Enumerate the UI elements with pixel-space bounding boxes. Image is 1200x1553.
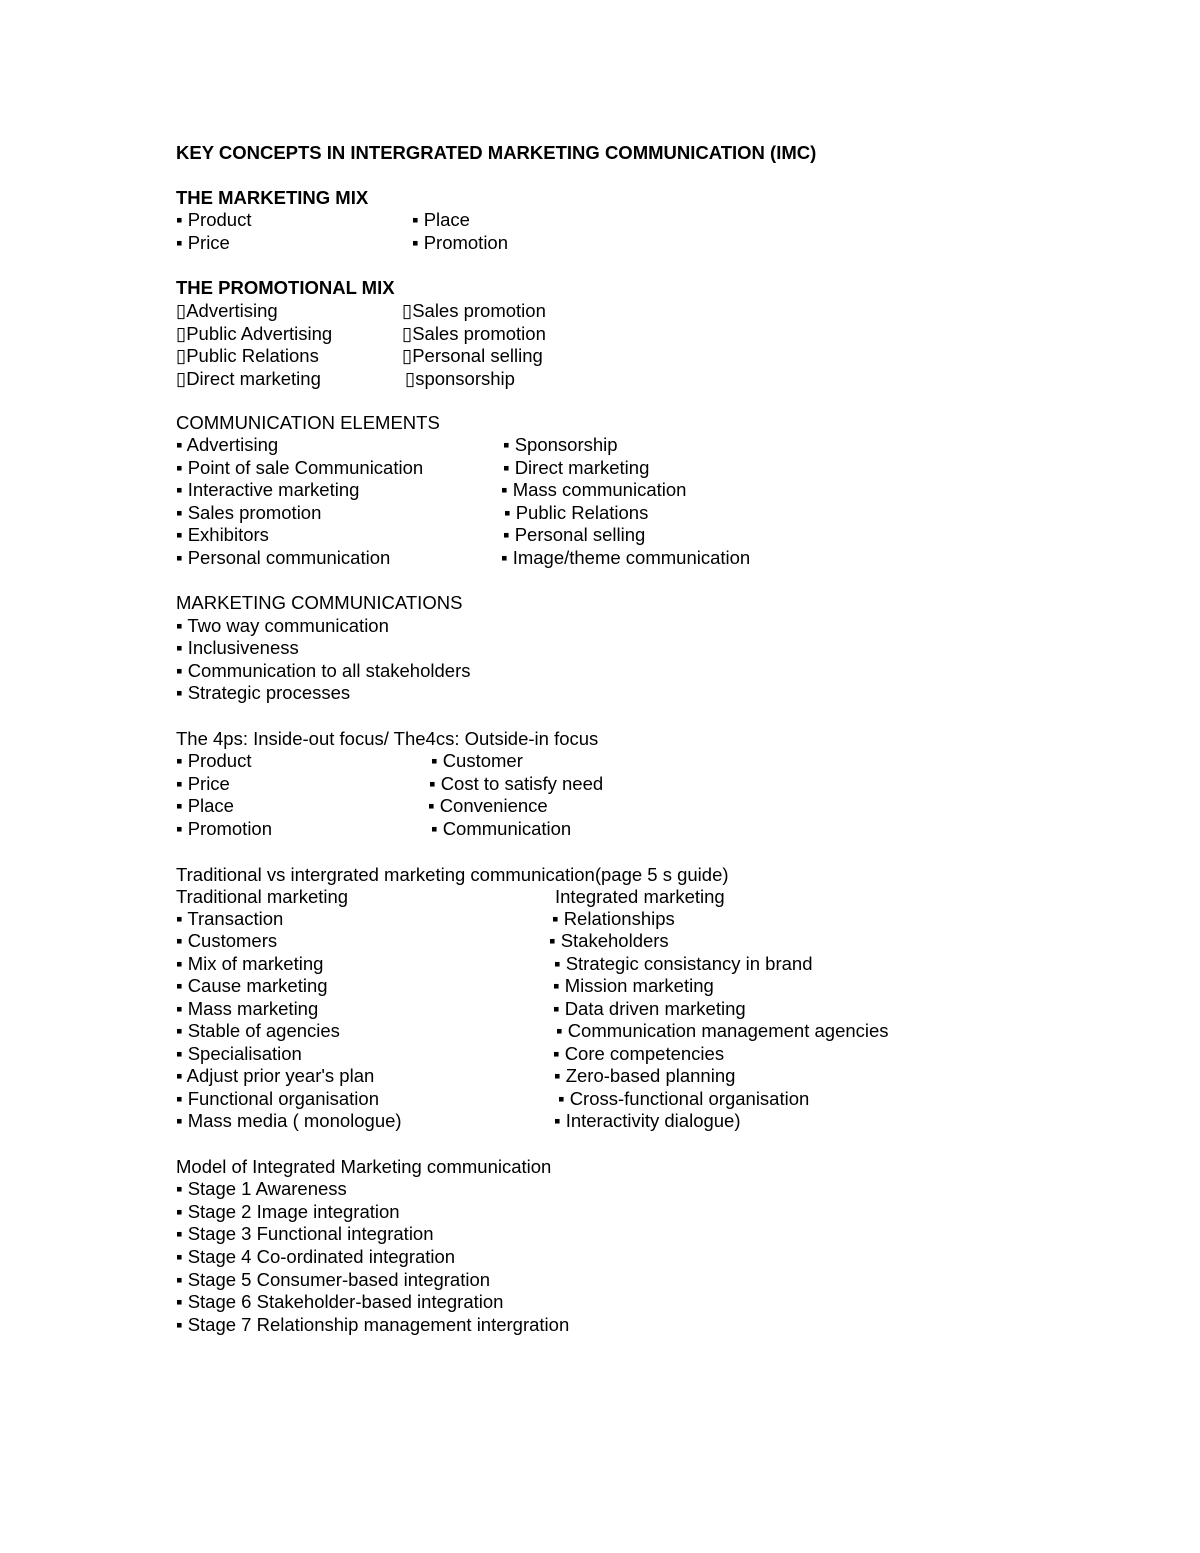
integrated-item: ▪ Strategic consistancy in brand (554, 953, 813, 974)
communication-elements-right-item: ▪ Sponsorship (503, 434, 618, 455)
communication-elements-left-item: ▪ Exhibitors (176, 524, 269, 545)
promotional-mix-right-item: Sales promotion (412, 300, 546, 321)
marketing-communications-item: ▪ Strategic processes (176, 682, 351, 703)
missing-glyph-icon: ▯ (176, 345, 187, 366)
marketing-mix-left-item: ▪ Price (176, 232, 230, 253)
imc-model-stage: ▪ Stage 2 Image integration (176, 1201, 400, 1222)
traditional-item: ▪ Transaction (176, 908, 284, 929)
marketing-mix-heading: THE MARKETING MIX (176, 187, 369, 208)
communication-elements-right-item: ▪ Public Relations (504, 502, 649, 523)
traditional-item: ▪ Functional organisation (176, 1088, 379, 1109)
traditional-vs-integrated-heading: Traditional vs intergrated marketing communication(page 5 s guide) (176, 864, 729, 885)
promotional-mix-left-item: Advertising (186, 300, 278, 321)
traditional-item: ▪ Stable of agencies (176, 1020, 340, 1041)
four-cs-item: ▪ Customer (431, 750, 523, 771)
communication-elements-right-item: ▪ Direct marketing (503, 457, 650, 478)
promotional-mix-left-item: Public Relations (186, 345, 319, 366)
missing-glyph-icon: ▯ (176, 300, 187, 321)
integrated-item: ▪ Interactivity dialogue) (554, 1110, 741, 1131)
missing-glyph-icon: ▯ (405, 368, 416, 389)
document-title: KEY CONCEPTS IN INTERGRATED MARKETING COMMUNICATION (IMC) (176, 142, 817, 163)
communication-elements-left-item: ▪ Sales promotion (176, 502, 322, 523)
marketing-communications-item: ▪ Two way communication (176, 615, 389, 636)
promotional-mix-right-item: Sales promotion (412, 323, 546, 344)
communication-elements-left-item: ▪ Point of sale Communication (176, 457, 424, 478)
integrated-item: ▪ Mission marketing (553, 975, 714, 996)
promotional-mix-right-item: Personal selling (412, 345, 543, 366)
imc-model-stage: ▪ Stage 1 Awareness (176, 1178, 347, 1199)
marketing-communications-item: ▪ Inclusiveness (176, 637, 299, 658)
missing-glyph-icon: ▯ (176, 368, 187, 389)
integrated-item: ▪ Relationships (552, 908, 675, 929)
four-cs-item: ▪ Cost to satisfy need (429, 773, 604, 794)
imc-model-stage: ▪ Stage 7 Relationship management intergration (176, 1314, 570, 1335)
imc-model-stage: ▪ Stage 6 Stakeholder-based integration (176, 1291, 504, 1312)
four-cs-item: ▪ Communication (431, 818, 572, 839)
communication-elements-right-item: ▪ Image/theme communication (501, 547, 751, 568)
communication-elements-left-item: ▪ Advertising (176, 434, 279, 455)
traditional-item: ▪ Mix of marketing (176, 953, 324, 974)
integrated-item: ▪ Communication management agencies (556, 1020, 889, 1041)
communication-elements-heading: COMMUNICATION ELEMENTS (176, 412, 440, 433)
four-ps-item: ▪ Product (176, 750, 252, 771)
missing-glyph-icon: ▯ (402, 323, 413, 344)
traditional-item: ▪ Mass media ( monologue) (176, 1110, 402, 1131)
missing-glyph-icon: ▯ (176, 323, 187, 344)
integrated-item: ▪ Data driven marketing (553, 998, 746, 1019)
four-cs-item: ▪ Convenience (428, 795, 548, 816)
marketing-mix-right-item: ▪ Promotion (412, 232, 509, 253)
marketing-communications-heading: MARKETING COMMUNICATIONS (176, 592, 463, 613)
communication-elements-right-item: ▪ Personal selling (503, 524, 646, 545)
marketing-mix-left-item: ▪ Product (176, 209, 252, 230)
marketing-mix-right-item: ▪ Place (412, 209, 470, 230)
promotional-mix-heading: THE PROMOTIONAL MIX (176, 277, 395, 298)
imc-model-stage: ▪ Stage 3 Functional integration (176, 1223, 434, 1244)
four-ps-item: ▪ Place (176, 795, 234, 816)
promotional-mix-right-item: sponsorship (415, 368, 515, 389)
four-ps-item: ▪ Promotion (176, 818, 273, 839)
four-ps-item: ▪ Price (176, 773, 230, 794)
traditional-item: ▪ Cause marketing (176, 975, 328, 996)
integrated-item: ▪ Stakeholders (549, 930, 669, 951)
communication-elements-right-item: ▪ Mass communication (501, 479, 687, 500)
imc-model-heading: Model of Integrated Marketing communication (176, 1156, 552, 1177)
marketing-communications-item: ▪ Communication to all stakeholders (176, 660, 471, 681)
integrated-item: ▪ Core competencies (553, 1043, 725, 1064)
missing-glyph-icon: ▯ (402, 345, 413, 366)
integrated-item: ▪ Cross-functional organisation (558, 1088, 810, 1109)
traditional-item: ▪ Specialisation (176, 1043, 302, 1064)
traditional-item: ▪ Adjust prior year's plan (176, 1065, 375, 1086)
traditional-column-header: Traditional marketing (176, 886, 349, 907)
communication-elements-left-item: ▪ Personal communication (176, 547, 391, 568)
communication-elements-left-item: ▪ Interactive marketing (176, 479, 360, 500)
integrated-column-header: Integrated marketing (555, 886, 725, 907)
four-ps-cs-heading: The 4ps: Inside-out focus/ The4cs: Outside-in focus (176, 728, 599, 749)
imc-model-stage: ▪ Stage 5 Consumer-based integration (176, 1269, 491, 1290)
imc-model-stage: ▪ Stage 4 Co-ordinated integration (176, 1246, 456, 1267)
promotional-mix-left-item: Public Advertising (186, 323, 333, 344)
integrated-item: ▪ Zero-based planning (554, 1065, 736, 1086)
missing-glyph-icon: ▯ (402, 300, 413, 321)
promotional-mix-left-item: Direct marketing (186, 368, 321, 389)
traditional-item: ▪ Mass marketing (176, 998, 319, 1019)
traditional-item: ▪ Customers (176, 930, 278, 951)
